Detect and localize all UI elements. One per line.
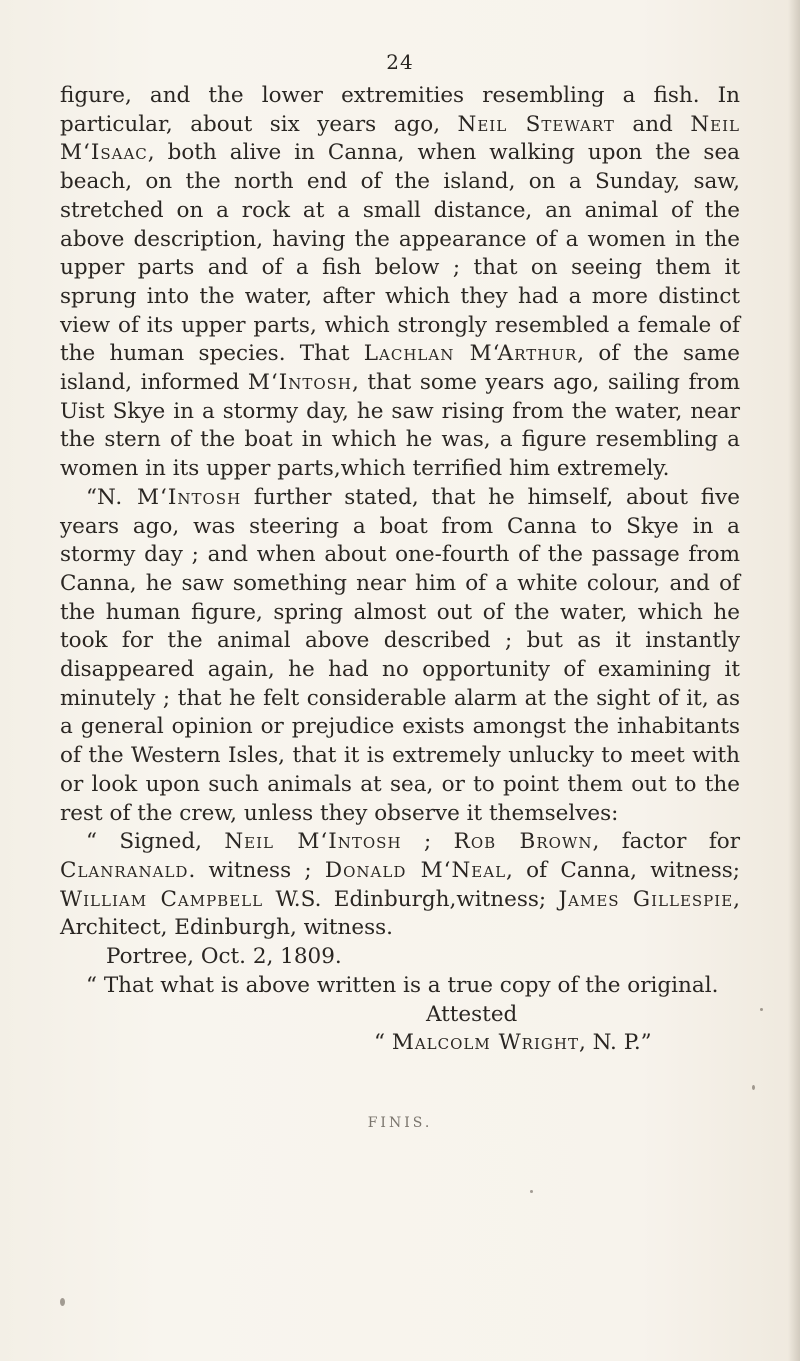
page-number: 24 [386,50,414,74]
person-name: Neil M‘Intosh [224,829,402,855]
person-name: Clanranald [60,857,189,883]
text-span: ; [401,829,454,855]
person-name: N. M‘Intosh [97,484,242,510]
text-span: W.S. Edinburgh,witness; [263,886,559,912]
person-name: Neil M‘Isaac [60,111,740,166]
text-span: , Architect, Edinburgh, witness. [60,886,740,941]
text-span: “ Signed, [86,829,225,855]
page-edge-shadow [788,0,800,1361]
person-name: Malcolm Wright [391,1030,579,1056]
person-name: Rob Brown [453,829,593,855]
ink-speck [530,1190,533,1193]
place-date: Portree, Oct. 2, 1809. [106,944,342,970]
ink-speck [760,1008,763,1011]
person-name: Neil Stewart [457,111,615,137]
attested-label: Attested [426,1001,518,1027]
text-span: “ That what is above written is a true copy of the original. [86,972,719,998]
person-name: Donald M‘Neal [324,857,507,883]
ink-speck [60,1298,65,1306]
text-span: , of Canna, witness; [506,857,740,883]
ink-speck [752,1085,755,1090]
finis-label: FINIS. [367,1115,433,1131]
text-span: . witness ; [188,857,325,883]
paragraph-2 [60,484,740,828]
text-span: , of the same island, informed [60,341,741,396]
body-text [60,82,740,1058]
text-span: , N. P.” [578,1030,652,1056]
text-span: further stated, that he himself, about five years ago, was steering a boat from Canna to Skye in a stormy day ; and when about one-fourth of the passage from Canna, he saw something near him of a white colour, and of the human figure, spring almost out of the water, which he took for the animal above described ; but as it instantly disappeared again, he had no opportunity of examining it minutely ; that he felt considerable alarm at the sight of it, as a general opinion or prejudice exists amongst the inhabitants of the Western Isles, that it is extremely unlucky to meet with or look upon such animals at sea, or to point them out to the rest of the crew, unless they observe it themselves: [60,484,740,826]
quote-mark: “ [374,1030,392,1056]
text-span: , both alive in Canna, when walking upon the sea beach, on the north end of the island, on a Sunday, saw, stretched on a rock at a small distance, an animal of the above description, having the appearance of a women in the upper parts and of a fish below ; that on seeing them it sprung into the water, after which they had a more distinct view of its upper parts, which strongly resembled a female of the human species. That [60,140,740,367]
text-span: figure, and the lower extremities resembling a fish. In particular, about six years ago, [60,83,740,137]
person-name: M‘Intosh [247,370,353,396]
quote-mark: “ [86,484,97,510]
person-name: Lachlan M‘Arthur [363,341,578,367]
person-name: William Campbell [60,886,264,912]
paragraph-1 [60,82,740,484]
text-span: , that some years ago, sailing from Uist Skye in a stormy day, he saw rising from the water, near the stern of the boat in which he was, a figure resembling a women in its upper parts,which terrified him extremely. [60,370,741,482]
paragraph-4 [60,972,740,1058]
paragraph-3 [60,828,740,972]
text-span: and [614,111,691,137]
person-name: James Gillespie [558,886,734,912]
text-span: , factor for [592,829,740,855]
notary-signature [60,1029,740,1058]
